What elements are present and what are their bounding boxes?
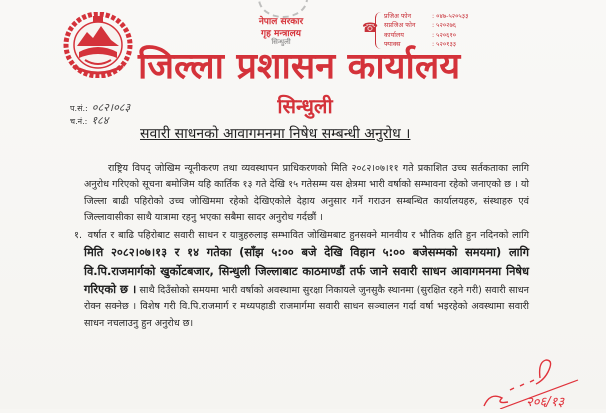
contact-row <box>384 12 468 21</box>
subject-line: सवारी साधनको आवागमनमा निषेध सम्बन्धी अनुरोध । <box>140 126 411 142</box>
body-paragraph: राष्ट्रिय विपद् जोखिम न्यूनीकरण तथा व्यवस्थापन प्राधिकरणको मिति २०८२।०७।११ गते प्रकाशित उच्च सर्तकताका लागि अनुरोध गरिएको सूचना बमोजिम यहि कार्तिक १३ गते देखि १५ गतेसम्म यस क्षेत्रमा भारी वर्षाको सम्भावना रहेको जनाएको छ । यो जिल्ला बाढी पहिरोको उच्च जोखिममा रहेको देखिएकोले देहाय अनुसार गर्ने गराउन सम्बन्धित कार्यालयहरु, संस्थाहरु एवं जिल्लावासीका साथै यात्रामा रहनु भएका सबैमा सादर अनुरोध गर्दछौं । <box>84 163 529 223</box>
seal-line-district: सिन्धुली <box>271 38 291 46</box>
dispatch-number-value: १८४ <box>91 114 109 127</box>
contact-block <box>362 12 469 49</box>
letter-number-value: ०८२।०८३ <box>91 101 131 114</box>
numbered-item: १. वर्षात र बाढि पहिरोबाट सवारी साधन र यात्रुहरुलाइ सम्भावित जोखिमबाट हुनसक्ने मानवीय र भौतिक क्षति हुन नदिनको लागि मिति २०८२।०७।१३ र १४ गतेका (साँझ ५:०० बजे देखि विहान ५:०० बजेसम्मको समयमा) लागि वि.पि.राजमार्गको खुर्कोटबजार, सिन्धुली जिल्लाबाट काठमाण्डौं तर्फ जाने सवारी साधन आवागमनमा निषेध गरिएको छ । साथै दिउँसोको समयमा भारी वर्षाको अवस्थामा सुरक्षा निकायले जुनसुकै स्थानमा (सुरक्षित रहने गरी) सवारी साधन रोक्न सक्नेछ । विशेष गरी वि.पि.राजमार्ग र मध्यपहाडी राजमार्गमा सवारी साधन सञ्चालन गर्दा वर्षा भइरहेको अवस्थामा सवारी साधन नचलाउनु हुन अनुरोध छ। <box>74 230 529 329</box>
contact-label: प्रजिअ फोन <box>384 12 412 20</box>
reference-numbers <box>70 102 130 128</box>
ministry-seal <box>236 0 326 48</box>
contact-row <box>384 21 468 30</box>
brace-divider <box>375 12 382 49</box>
item-text-bold-notice: मिति २०८२।०७।१३ र १४ गतेका (साँझ ५:०० बजे देखि विहान ५:०० बजेसम्मको समयमा) लागि वि.पि.राजमार्गको खुर्कोटबजार, सिन्धुली जिल्लाबाट काठमाण्डौं तर्फ जाने सवारी साधन आवागमनमा निषेध गरिएको छ । <box>84 245 529 297</box>
seal-line-govt: नेपाल सरकार <box>258 17 304 27</box>
contact-row <box>384 31 468 40</box>
dispatch-number-label: च.नं.: <box>70 117 88 126</box>
contact-value: : ०४७-५२०५३३ <box>432 12 469 20</box>
item-text-intro: वर्षात र बाढि पहिरोबाट सवारी साधन र यात्रुहरुलाइ सम्भावित जोखिमबाट हुनसक्ने मानवीय र भौतिक क्षति हुन नदिनको लागि <box>87 230 529 242</box>
seal-line-ministry: गृह मन्त्रालय <box>261 29 301 39</box>
contact-value: : ५२०२७६ <box>432 21 457 30</box>
contact-label: फ्याक्स <box>384 39 401 48</box>
telephone-icon: ☎ <box>362 21 379 36</box>
letter-number-label: प.सं.: <box>70 104 88 113</box>
handwritten-signature-icon <box>480 358 580 409</box>
office-name-heading: जिल्ला प्रशासन कार्यालय <box>138 46 461 87</box>
item-text-continued: साथै दिउँसोको समयमा भारी वर्षाको अवस्थामा सुरक्षा निकायले जुनसुकै स्थानमा (सुरक्षित रहने गरी) सवारी साधन रोक्न सक्नेछ । विशेष गरी वि.पि.राजमार्ग र मध्यपहाडी राजमार्गमा सवारी साधन सञ्चालन गर्दा वर्षा भइरहेको अवस्थामा सवारी साधन नचलाउनु हुन अनुरोध छ। <box>84 285 529 329</box>
contact-value: : ५२०६१० <box>432 30 457 39</box>
contact-value: : ५२०१३३ <box>432 39 457 48</box>
nepal-emblem-icon <box>63 12 133 78</box>
contact-label: कार्यालय <box>384 30 404 39</box>
svg-text:२०६/१३: २०६/१३ <box>526 395 565 409</box>
contact-label: सप्रजिअ फोन <box>384 21 416 30</box>
dispatch-number-row <box>70 115 130 128</box>
letter-body <box>74 161 529 332</box>
district-name: सिन्धुली <box>277 94 333 118</box>
